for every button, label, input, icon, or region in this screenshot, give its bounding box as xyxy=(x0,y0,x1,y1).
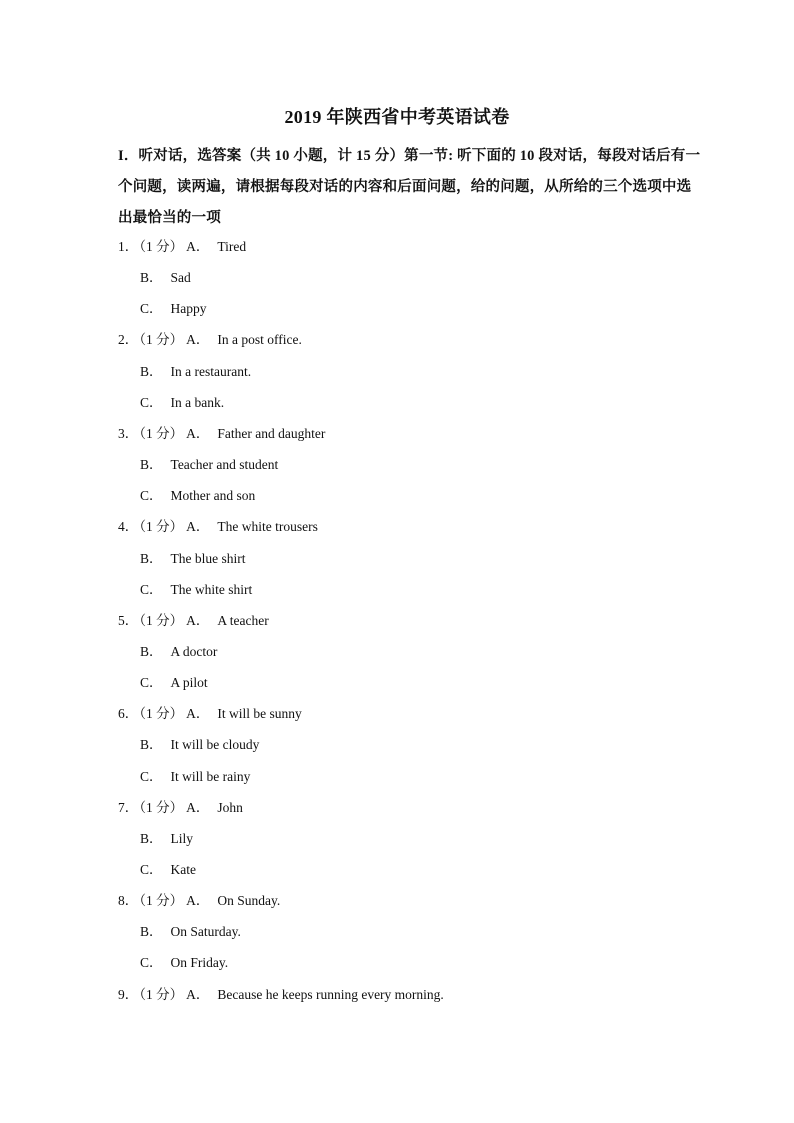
option-label: C． xyxy=(140,394,163,410)
question-number: 9． xyxy=(118,986,139,1002)
section-heading-line: I．听对话，选答案（共 10 小题，计 15 分）第一节: 听下面的 10 段对话，每段对话后有一 xyxy=(118,148,701,164)
question-score: （1 分） xyxy=(139,332,184,348)
option-text: A doctor xyxy=(170,644,218,659)
option-label: B． xyxy=(140,457,163,472)
option-text: It will be rainy xyxy=(170,768,251,784)
question-line xyxy=(118,985,444,1005)
option-line xyxy=(137,455,278,475)
option-label: C． xyxy=(140,768,163,784)
question-score: （1 分） xyxy=(139,706,184,722)
question-number: 5． xyxy=(118,612,139,628)
option-text: Sad xyxy=(170,270,191,286)
question-line xyxy=(118,611,269,631)
question-score: （1 分） xyxy=(139,612,184,628)
section-heading-line: 出最恰当的一项 xyxy=(118,210,221,226)
question-score: （1 分） xyxy=(139,893,184,909)
question-line xyxy=(118,704,302,724)
option-label: B． xyxy=(140,550,163,566)
option-text: Tired xyxy=(217,239,247,254)
option-line xyxy=(137,362,251,382)
question-score: （1 分） xyxy=(139,986,184,1002)
option-label: B． xyxy=(140,363,163,379)
option-label: B． xyxy=(140,924,163,940)
question-line xyxy=(118,330,302,350)
question-number: 8． xyxy=(118,893,139,909)
option-label: A． xyxy=(186,332,210,348)
option-text: John xyxy=(217,799,243,815)
option-label: A． xyxy=(186,425,210,441)
option-label: A． xyxy=(186,612,210,628)
question-line xyxy=(118,424,325,444)
question-line xyxy=(118,237,246,257)
option-line xyxy=(137,299,207,319)
question-number: 6． xyxy=(118,706,139,722)
option-line xyxy=(137,642,217,662)
option-label: B． xyxy=(140,830,163,846)
option-label: A． xyxy=(186,519,210,535)
option-text: In a restaurant. xyxy=(170,363,252,379)
option-text: It will be cloudy xyxy=(170,737,260,753)
option-line xyxy=(137,580,252,600)
question-number: 4． xyxy=(118,519,139,535)
option-label: C． xyxy=(140,675,163,691)
option-text: The white shirt xyxy=(170,581,253,597)
option-text: Happy xyxy=(170,301,207,317)
option-text: It will be sunny xyxy=(217,706,302,722)
option-line xyxy=(137,829,193,849)
option-text: On Friday. xyxy=(170,955,229,971)
question-number: 1． xyxy=(118,239,139,254)
option-text: Teacher and student xyxy=(170,457,279,472)
question-line xyxy=(118,798,243,818)
option-label: C． xyxy=(140,488,163,504)
option-label: C． xyxy=(140,955,163,971)
section-heading xyxy=(118,141,701,234)
option-text: On Sunday. xyxy=(217,893,281,909)
option-line xyxy=(137,953,228,973)
question-line xyxy=(118,517,318,537)
option-line xyxy=(137,549,246,569)
option-text: Kate xyxy=(170,862,196,877)
option-line xyxy=(137,735,259,755)
question-number: 2． xyxy=(118,332,139,348)
option-label: A． xyxy=(186,706,210,722)
option-label: B． xyxy=(140,644,163,659)
question-score: （1 分） xyxy=(139,519,184,535)
question-number: 7． xyxy=(118,799,139,815)
option-label: B． xyxy=(140,270,163,286)
question-number: 3． xyxy=(118,425,139,441)
option-text: The blue shirt xyxy=(170,550,246,566)
option-text: Father and daughter xyxy=(217,425,326,441)
option-label: C． xyxy=(140,301,163,317)
option-text: A teacher xyxy=(217,612,269,628)
option-label: A． xyxy=(186,986,210,1002)
option-label: B． xyxy=(140,737,163,753)
section-heading-line: 个问题，读两遍，请根据每段对话的内容和后面问题，给的问题，从所给的三个选项中选 xyxy=(118,179,692,195)
option-text: In a post office. xyxy=(217,332,302,348)
question-line xyxy=(118,891,280,911)
option-line xyxy=(137,486,255,506)
question-score: （1 分） xyxy=(139,425,184,441)
option-label: C． xyxy=(140,581,163,597)
option-text: Mother and son xyxy=(170,488,256,504)
option-line xyxy=(137,268,191,288)
option-label: A． xyxy=(186,893,210,909)
option-text: The white trousers xyxy=(217,519,318,535)
option-text: On Saturday. xyxy=(170,924,241,940)
option-label: A． xyxy=(186,799,210,815)
option-label: A． xyxy=(186,239,210,254)
option-line xyxy=(137,393,224,413)
option-text: In a bank. xyxy=(170,394,225,410)
option-line xyxy=(137,673,208,693)
question-score: （1 分） xyxy=(139,239,184,254)
question-score: （1 分） xyxy=(139,799,184,815)
option-line xyxy=(137,922,241,942)
option-line xyxy=(137,860,196,880)
option-text: Because he keeps running every morning. xyxy=(217,986,444,1002)
exam-title: 2019 年陕西省中考英语试卷 xyxy=(284,107,510,127)
option-text: A pilot xyxy=(170,675,208,691)
option-text: Lily xyxy=(170,830,194,846)
option-label: C． xyxy=(140,862,163,877)
option-line xyxy=(137,767,250,787)
